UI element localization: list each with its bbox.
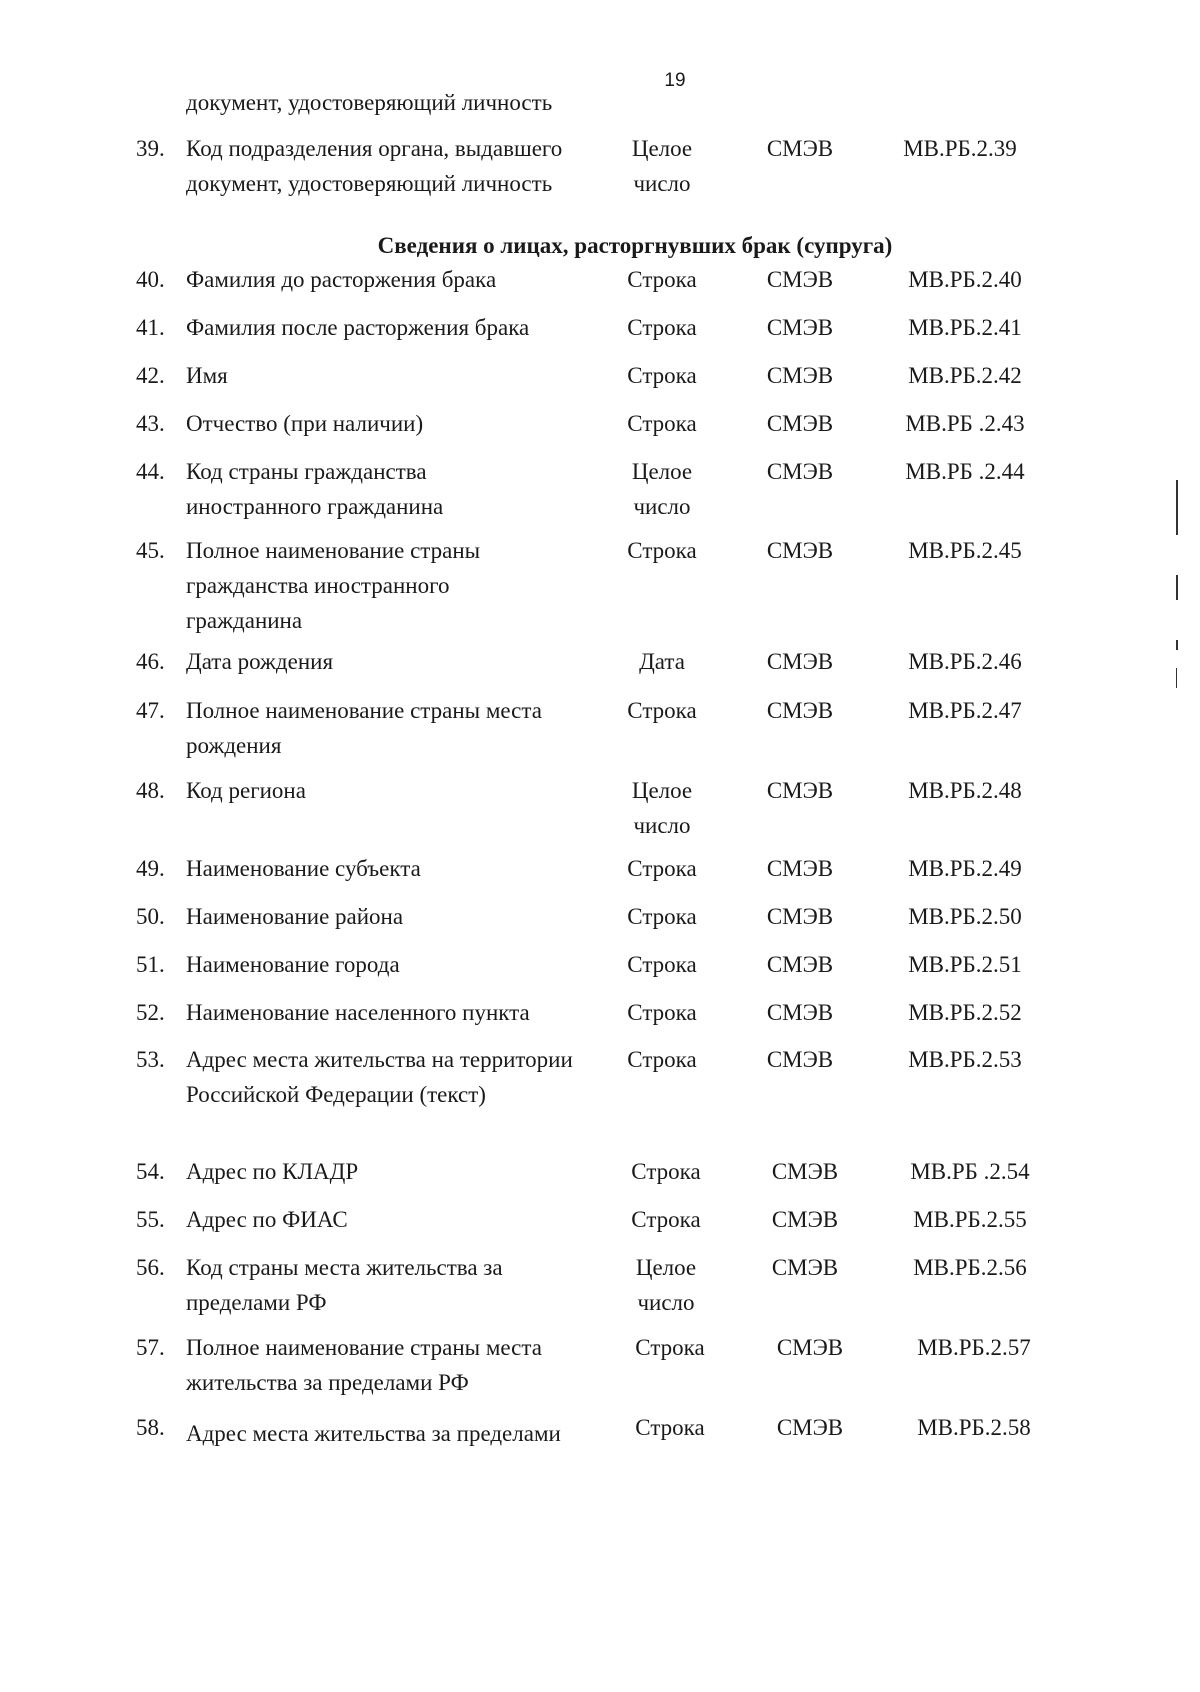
field-name: Адрес места жительства на территории Российской Федерации (текст) [186, 1047, 573, 1107]
field-type: Строка [635, 1415, 705, 1440]
scan-artifact [1176, 640, 1178, 650]
field-source: СМЭВ [766, 1047, 834, 1072]
field-source: СМЭВ [776, 1335, 844, 1360]
section-heading: Сведения о лицах, расторгнувших брак (супруга) [377, 233, 893, 258]
field-code: МВ.РБ.2.42 [908, 363, 1022, 388]
field-source: СМЭВ [766, 136, 834, 161]
field-code: МВ.РБ.2.41 [908, 315, 1022, 340]
row-number: 39. [136, 136, 165, 161]
field-name: Код региона [186, 778, 306, 803]
field-type: Строка [627, 1047, 697, 1072]
field-name: Полное наименование страны места рождения [186, 698, 542, 758]
field-source: СМЭВ [771, 1207, 839, 1232]
field-source: СМЭВ [766, 411, 834, 436]
field-source: СМЭВ [766, 649, 834, 674]
row-number: 51. [136, 952, 165, 977]
scan-artifact [1176, 668, 1177, 688]
field-source: СМЭВ [766, 1000, 834, 1025]
field-source: СМЭВ [766, 778, 834, 803]
field-name: Адрес по ФИАС [186, 1207, 348, 1232]
continuation-text: документ, удостоверяющий личность [186, 90, 553, 115]
scan-artifact [1176, 575, 1178, 600]
field-type: Строка [627, 1000, 697, 1025]
field-type: Строка [631, 1159, 701, 1184]
field-name: Фамилия до расторжения брака [186, 267, 497, 292]
field-source: СМЭВ [766, 856, 834, 881]
field-code: МВ.РБ.2.48 [908, 778, 1022, 803]
field-type: Строка [627, 856, 697, 881]
scan-artifact [1176, 480, 1178, 535]
field-name: Фамилия после расторжения брака [186, 315, 530, 340]
field-type: Строка [627, 267, 697, 292]
field-name: Дата рождения [186, 649, 334, 674]
field-source: СМЭВ [766, 538, 834, 563]
field-code: МВ.РБ.2.47 [908, 698, 1022, 723]
row-number: 50. [136, 904, 165, 929]
row-number: 57. [136, 1335, 165, 1360]
field-code: МВ.РБ.2.56 [913, 1255, 1027, 1280]
field-type: Целое число [631, 136, 693, 196]
field-name: Адрес места жительства за пределами [186, 1421, 561, 1446]
field-type: Строка [635, 1335, 705, 1360]
field-type: Строка [631, 1207, 701, 1232]
field-source: СМЭВ [766, 363, 834, 388]
field-code: МВ.РБ.2.46 [908, 649, 1022, 674]
field-name: Полное наименование страны места жительства за пределами РФ [186, 1335, 542, 1395]
field-code: МВ.РБ.2.39 [903, 136, 1017, 161]
field-code: МВ.РБ .2.54 [910, 1159, 1030, 1184]
field-code: МВ.РБ.2.57 [917, 1335, 1031, 1360]
field-name: Наименование населенного пункта [186, 1000, 530, 1025]
row-number: 44. [136, 459, 165, 484]
row-number: 54. [136, 1159, 165, 1184]
row-number: 49. [136, 856, 165, 881]
row-number: 55. [136, 1207, 165, 1232]
field-name: Код страны гражданства иностранного гражданина [186, 459, 444, 519]
field-name: Код страны места жительства за пределами РФ [186, 1255, 503, 1315]
field-code: МВ.РБ.2.45 [908, 538, 1022, 563]
field-type: Целое число [631, 778, 693, 838]
field-code: МВ.РБ.2.40 [908, 267, 1022, 292]
field-source: СМЭВ [766, 904, 834, 929]
field-name: Код подразделения органа, выдавшего документ, удостоверяющий личность [186, 136, 563, 196]
field-code: МВ.РБ.2.53 [908, 1047, 1022, 1072]
row-number: 48. [136, 778, 165, 803]
row-number: 53. [136, 1047, 165, 1072]
row-number: 58. [136, 1415, 165, 1440]
field-name: Полное наименование страны гражданства иностранного гражданина [186, 538, 481, 633]
field-name: Имя [186, 363, 228, 388]
field-type: Строка [627, 952, 697, 977]
field-type: Строка [627, 904, 697, 929]
field-code: МВ.РБ.2.49 [908, 856, 1022, 881]
field-type: Строка [627, 363, 697, 388]
field-name: Наименование субъекта [186, 856, 421, 881]
field-code: МВ.РБ.2.50 [908, 904, 1022, 929]
field-source: СМЭВ [766, 267, 834, 292]
row-number: 52. [136, 1000, 165, 1025]
field-source: СМЭВ [766, 315, 834, 340]
field-type: Дата [639, 649, 685, 674]
field-type: Целое число [635, 1255, 697, 1315]
field-source: СМЭВ [766, 698, 834, 723]
field-source: СМЭВ [776, 1415, 844, 1440]
page-number: 19 [664, 70, 686, 91]
row-number: 42. [136, 363, 165, 388]
row-number: 47. [136, 698, 165, 723]
field-name: Наименование района [186, 904, 404, 929]
row-number: 43. [136, 411, 165, 436]
row-number: 41. [136, 315, 165, 340]
field-code: МВ.РБ.2.55 [913, 1207, 1027, 1232]
field-source: СМЭВ [771, 1159, 839, 1184]
field-name: Отчество (при наличии) [186, 411, 424, 436]
field-type: Целое число [631, 459, 693, 519]
field-type: Строка [627, 315, 697, 340]
field-type: Строка [627, 538, 697, 563]
field-source: СМЭВ [766, 459, 834, 484]
field-code: МВ.РБ .2.44 [905, 459, 1025, 484]
field-code: МВ.РБ.2.51 [908, 952, 1022, 977]
field-code: МВ.РБ.2.52 [908, 1000, 1022, 1025]
row-number: 45. [136, 538, 165, 563]
field-source: СМЭВ [766, 952, 834, 977]
field-source: СМЭВ [771, 1255, 839, 1280]
field-name: Адрес по КЛАДР [186, 1159, 359, 1184]
field-type: Строка [627, 411, 697, 436]
field-name: Наименование города [186, 952, 400, 977]
field-code: МВ.РБ.2.58 [917, 1415, 1031, 1440]
row-number: 56. [136, 1255, 165, 1280]
field-type: Строка [627, 698, 697, 723]
row-number: 46. [136, 649, 165, 674]
row-number: 40. [136, 267, 165, 292]
field-code: МВ.РБ .2.43 [905, 411, 1025, 436]
